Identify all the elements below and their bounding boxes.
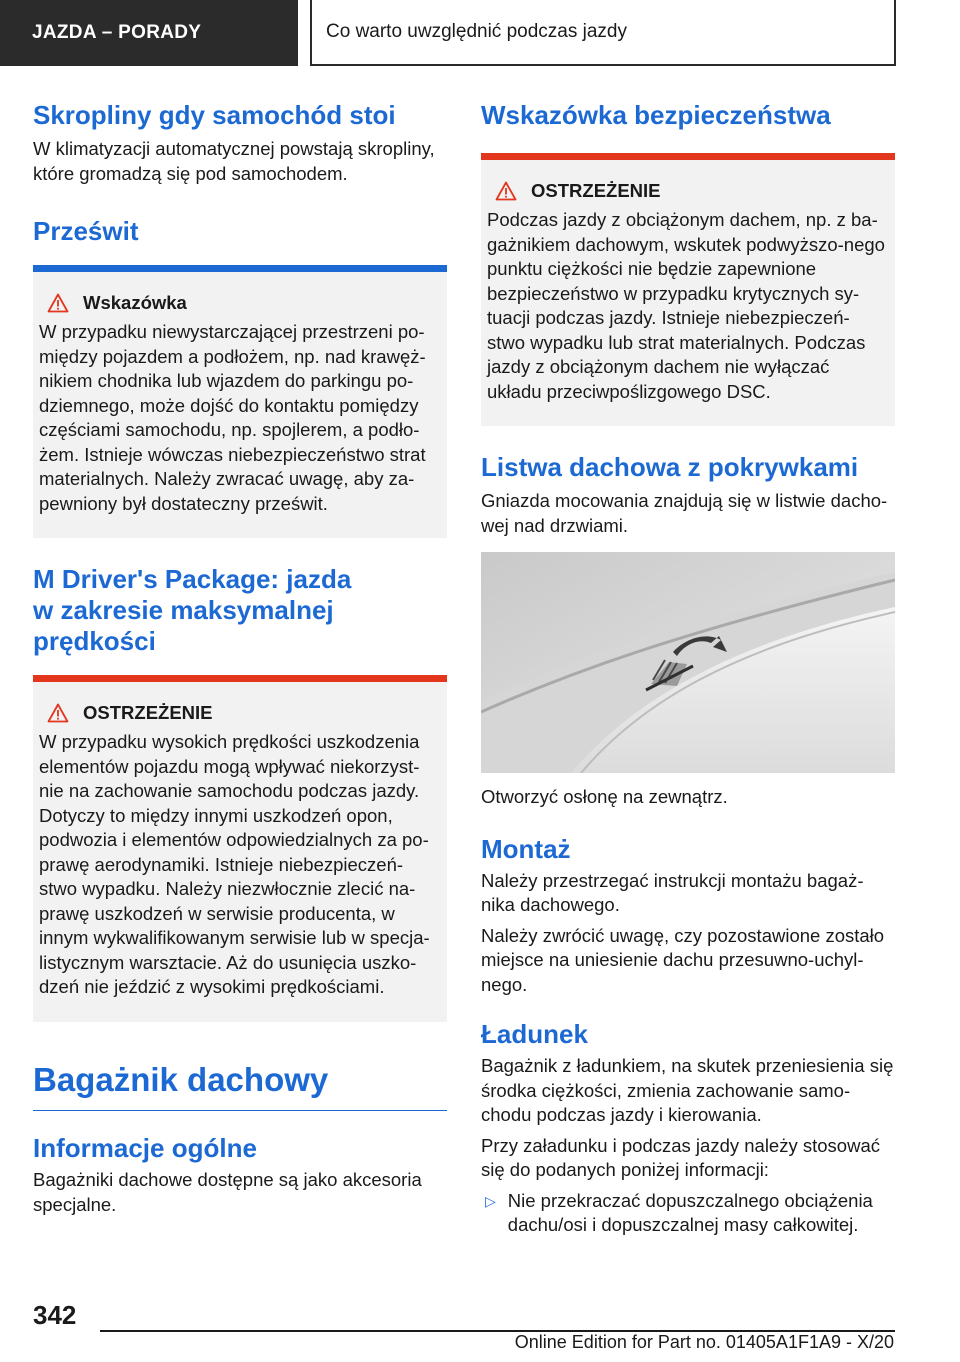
- heading-condensation: Skropliny gdy samochód stoi: [33, 100, 396, 130]
- heading-m-drivers-package: M Driver's Package: jazda w zakresie maksymalnej prędkości: [33, 564, 352, 656]
- heading-general-info: Informacje ogólne: [33, 1133, 257, 1163]
- text-general-info: Bagażniki dachowe dostępne są jako akcesoria specjalne.: [33, 1169, 422, 1215]
- warning-title: [495, 180, 885, 202]
- page-number: 342: [33, 1300, 77, 1330]
- note-title-label: Wskazówka: [83, 292, 187, 313]
- warning-box-roof-load: [481, 160, 895, 426]
- text-condensation: W klimatyzacji automatycznej powstają skropliny, które gromadzą się pod samochodem.: [33, 138, 435, 184]
- triangle-bullet-icon: ▷: [485, 1192, 496, 1209]
- chapter-rule: [33, 1110, 447, 1112]
- text-roof-strip: Gniazda mocowania znajdują się w listwie dacho-wej nad drzwiami.: [481, 490, 888, 536]
- heading-load: Ładunek: [481, 1019, 588, 1049]
- warning-title-label: OSTRZEŻENIE: [531, 180, 661, 201]
- note-title: [47, 292, 437, 314]
- warning-box-speed: [33, 682, 447, 1022]
- right-column: [481, 100, 895, 1238]
- warning-triangle-icon: [47, 293, 69, 313]
- heading-clearance: Prześwit: [33, 216, 139, 246]
- warning-triangle-icon: [495, 181, 517, 201]
- heading-mounting: Montaż: [481, 833, 571, 864]
- warning-triangle-icon: [47, 703, 69, 723]
- page-header: [0, 0, 960, 66]
- text-load-2: Przy załadunku i podczas jazdy należy stosować się do podanych poniżej informacji:: [481, 1134, 880, 1180]
- text-load-1: Bagażnik z ładunkiem, na skutek przeniesienia się środka ciężkości, zmienia zachowanie samo-chodu podczas jazdy i kierowania.: [481, 1055, 894, 1125]
- photo-caption: Otworzyć osłonę na zewnątrz.: [481, 786, 728, 807]
- text-mounting-1: Należy przestrzegać instrukcji montażu bagaż-nika dachowego.: [481, 869, 864, 915]
- warning-rule: [33, 675, 447, 682]
- text-mounting-2: Należy zwrócić uwagę, czy pozostawione zostało miejsce na uniesienie dachu przesuwno-uchyl-nego.: [481, 924, 885, 995]
- warning-title: [47, 702, 437, 724]
- heading-roof-strip: Listwa dachowa z pokrywkami: [481, 452, 859, 482]
- warning-text-speed: W przypadku wysokich prędkości uszkodzenia elementów pojazdu mogą wpływać niekorzyst-nie na zachowanie samochodu podczas jazdy. Dotyczy to między innymi uszkodzeń opon, podwozia i elementów odpowiedzialnych za po-prawę aerodynamiki. Istnieje niebezpieczeń-stwo wypadku. Należy niezwłocznie zlecić na-prawę uszkodzeń w serwisie producenta, w innym wykwalifikowanym serwisie lub w specja-listycznym warsztacie. Aż do usunięcia uszko-dzeń nie jeździć z wysokimi prędkościami.: [39, 731, 430, 997]
- warning-text-roof-load: Podczas jazdy z obciążonym dachem, np. z ba-gażnikiem dachowym, wskutek podwyższo-nego punktu ciężkości nie będzie zapewnione bezpieczeństwo w przypadku krytycznych sy-tuacji podczas jazdy. Istnieje niebezpieczeń-stwo wypadku lub strat materialnych. Podczas jazdy z obciążonym dachem nie wyłączać układu przeciwpoślizgowego DSC.: [487, 209, 885, 402]
- warning-rule: [481, 153, 895, 160]
- heading-safety: Wskazówka bezpieczeństwa: [481, 100, 831, 130]
- chapter-tab[interactable]: JAZDA – PORADY: [0, 0, 298, 66]
- warning-title-label: OSTRZEŻENIE: [83, 702, 213, 723]
- section-title: Co warto uwzględnić podczas jazdy: [310, 0, 896, 66]
- footer-edition[interactable]: Online Edition for Part no. 01405A1F1A9 - X/20: [514, 1332, 894, 1352]
- note-box-clearance: [33, 272, 447, 538]
- note-rule: [33, 265, 447, 272]
- note-text-clearance: W przypadku niewystarczającej przestrzeni po-między pojazdem a podłożem, np. nad krawęż-nikiem chodnika lub wjazdem do parkingu po-dziemnego, może dojść do kontaktu pomiędzy częściami samochodu, np. spojlerem, a podło-żem. Istnieje wówczas niebezpieczeństwo strat materialnych. Należy zwracać uwagę, aby za-pewniony był dostateczny prześwit.: [39, 321, 426, 514]
- roof-strip-photo: [481, 552, 895, 773]
- list-item: [481, 1189, 895, 1238]
- chapter-heading-roof-rack: Bagażnik dachowy: [33, 1060, 329, 1098]
- list-item-text: Nie przekraczać dopuszczalnego obciążenia dachu/osi i dopuszczalnej masy całkowitej.: [507, 1189, 873, 1235]
- left-column: [33, 100, 447, 1217]
